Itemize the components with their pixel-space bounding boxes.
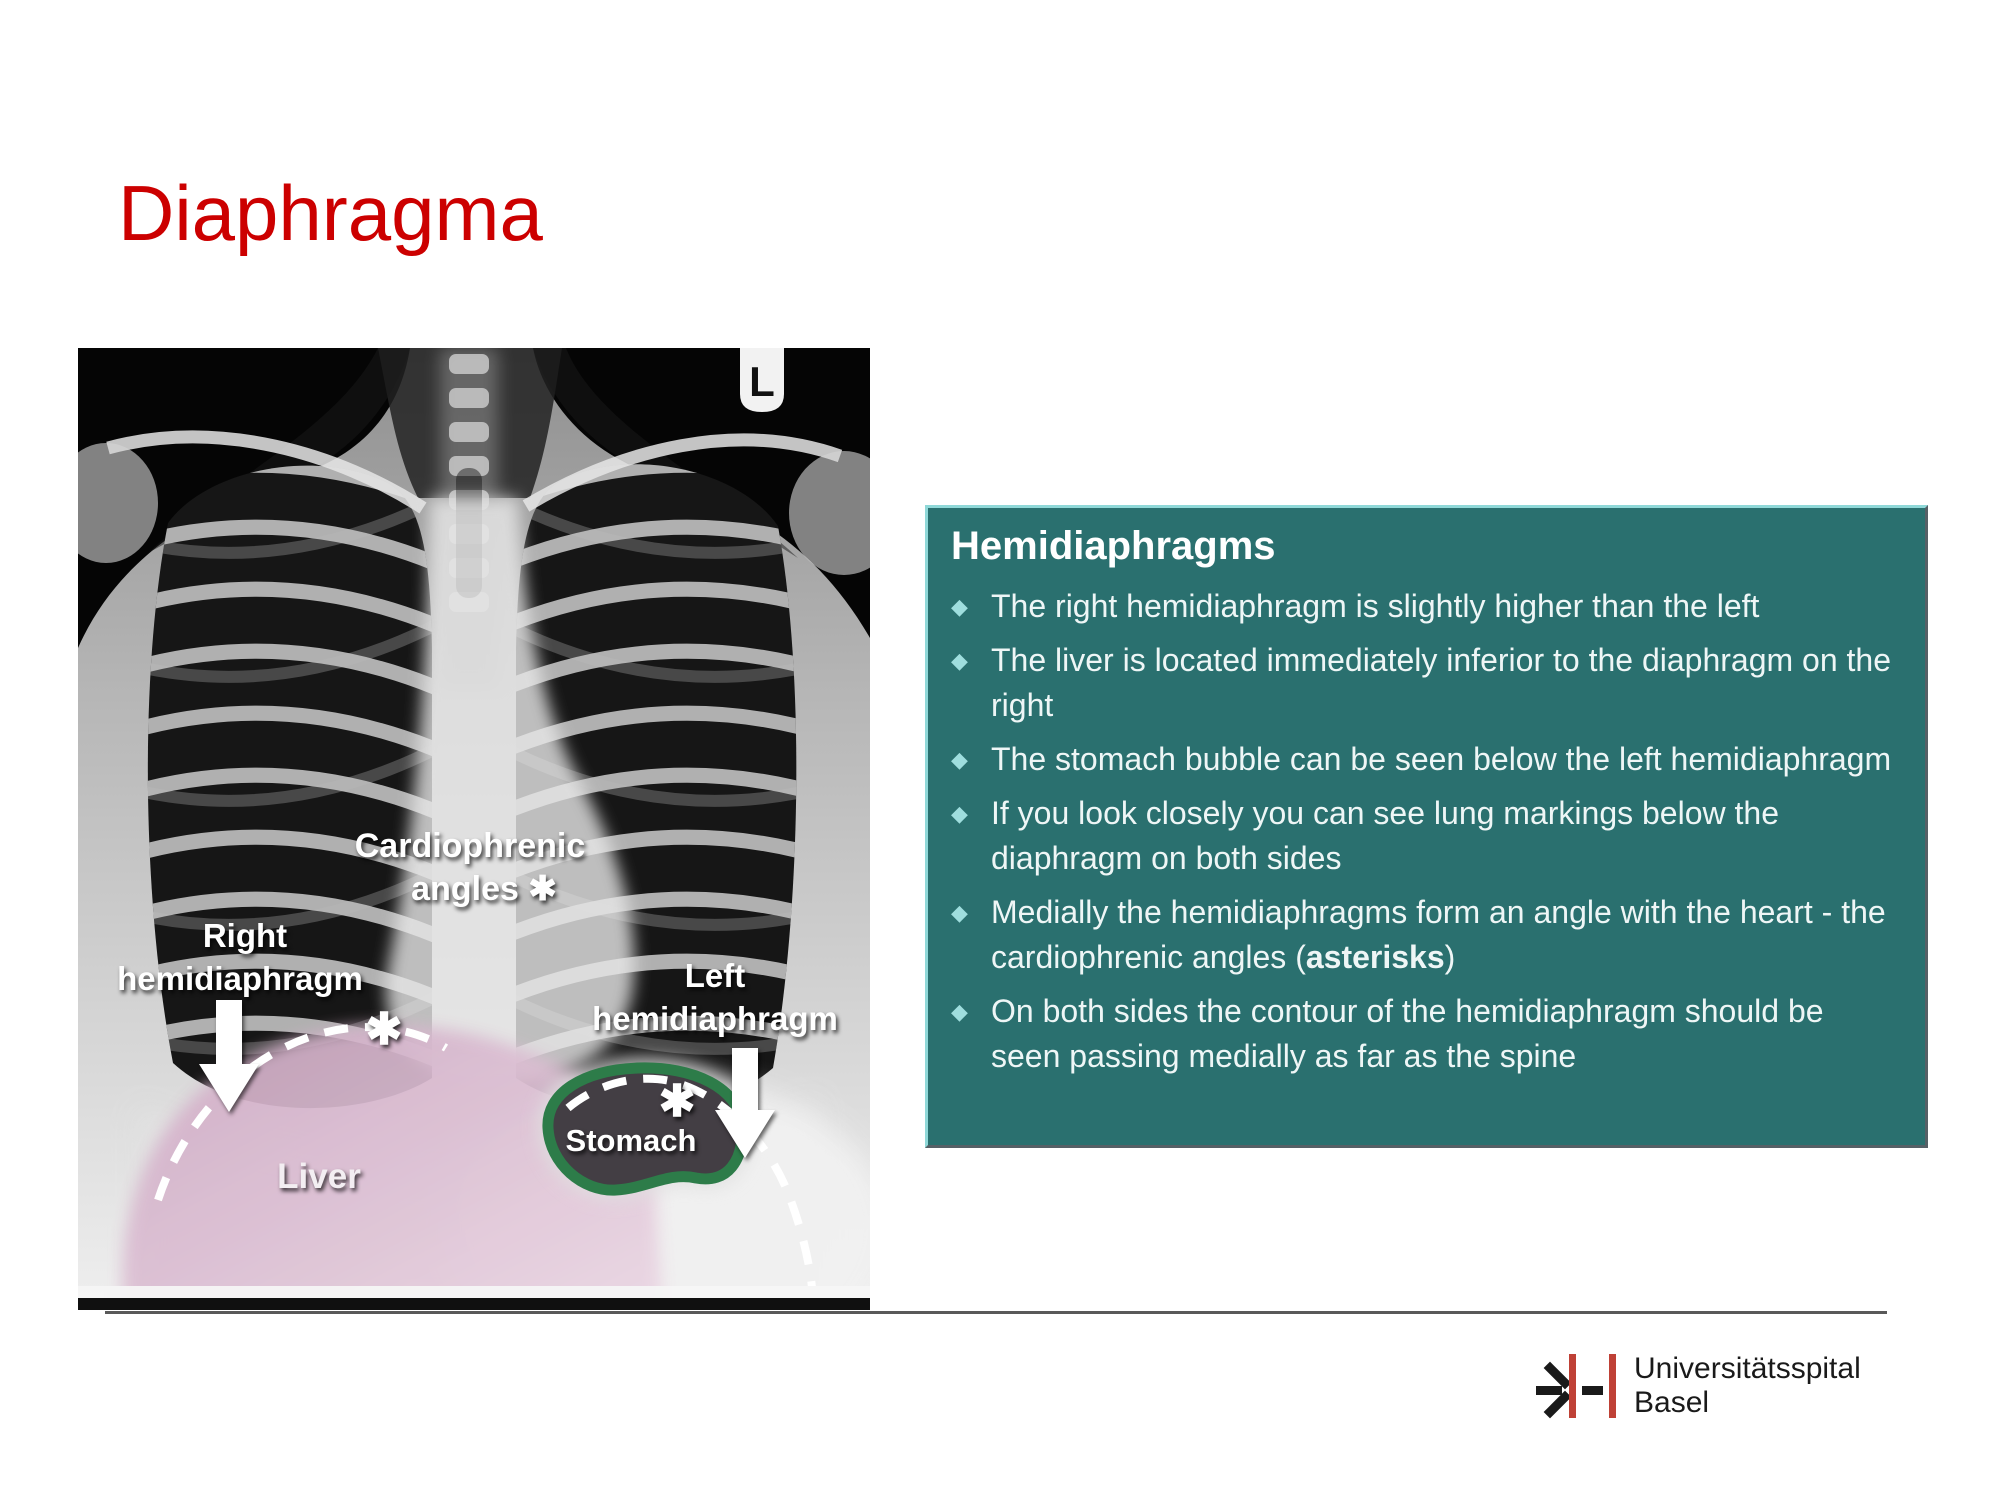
left-hemidiaphragm-label-line2: hemidiaphragm xyxy=(592,1000,838,1037)
bullet-item-2 xyxy=(951,638,1897,728)
bullet-item-3 xyxy=(951,737,1897,782)
usb-logo-text-line2: Basel xyxy=(1634,1386,1710,1419)
bullet-item-5 xyxy=(951,890,1897,980)
footer-divider xyxy=(105,1311,1887,1314)
bullet-item-4 xyxy=(951,791,1897,881)
bullet-text: If you look closely you can see lung markings below the diaphragm on both sides xyxy=(991,795,1779,876)
side-marker-label: L xyxy=(749,358,775,405)
bullet-item-6 xyxy=(951,989,1897,1079)
diamond-bullet-icon: ◆ xyxy=(951,594,968,619)
left-cardiophrenic-asterisk: ✱ xyxy=(658,1077,696,1126)
diamond-bullet-icon: ◆ xyxy=(951,747,968,772)
stomach-label: Stomach xyxy=(565,1123,697,1158)
diamond-bullet-icon: ◆ xyxy=(951,999,968,1024)
bullet-text: The stomach bubble can be seen below the left hemidiaphragm xyxy=(991,741,1892,777)
right-cardiophrenic-asterisk: ✱ xyxy=(365,1005,403,1054)
usb-logo-icon xyxy=(1536,1346,1624,1424)
hemidiaphragms-info-box xyxy=(925,505,1928,1148)
universitaetsspital-basel-logo xyxy=(1536,1346,1861,1424)
chest-xray-svg xyxy=(78,348,870,1310)
cardiophrenic-label-line2: angles ✱ xyxy=(411,870,557,908)
usb-logo-text xyxy=(1634,1352,1861,1420)
chest-xray-figure xyxy=(78,348,870,1310)
bullet-text: On both sides the contour of the hemidiaphragm should be seen passing medially as far as the spine xyxy=(991,993,1824,1074)
usb-logo-text-line1: Universitätsspital xyxy=(1634,1352,1861,1385)
info-box-title: Hemidiaphragms xyxy=(951,524,1276,568)
right-hemidiaphragm-label-line1: Right xyxy=(202,917,288,954)
info-box-bullet-list xyxy=(951,584,1897,1079)
right-hemidiaphragm-label-line2: hemidiaphragm xyxy=(117,960,363,997)
diamond-bullet-icon: ◆ xyxy=(951,900,968,925)
left-hemidiaphragm-label-line1: Left xyxy=(684,957,746,994)
bullet-text: The right hemidiaphragm is slightly higher than the left xyxy=(991,588,1760,624)
liver-label: Liver xyxy=(277,1157,361,1196)
cardiophrenic-label-line1: Cardiophrenic xyxy=(354,827,586,865)
bullet-text: The liver is located immediately inferior to the diaphragm on the right xyxy=(991,642,1891,723)
bullet-item-1 xyxy=(951,584,1897,629)
slide-title: Diaphragma xyxy=(118,169,543,257)
diamond-bullet-icon: ◆ xyxy=(951,648,968,673)
xray-bottom-strip xyxy=(78,1286,870,1298)
bullet-text: Medially the hemidiaphragms form an angle with the heart - the cardiophrenic angles (asterisks) xyxy=(991,894,1886,975)
xray-bottom-edge xyxy=(78,1298,870,1310)
diamond-bullet-icon: ◆ xyxy=(951,801,968,826)
